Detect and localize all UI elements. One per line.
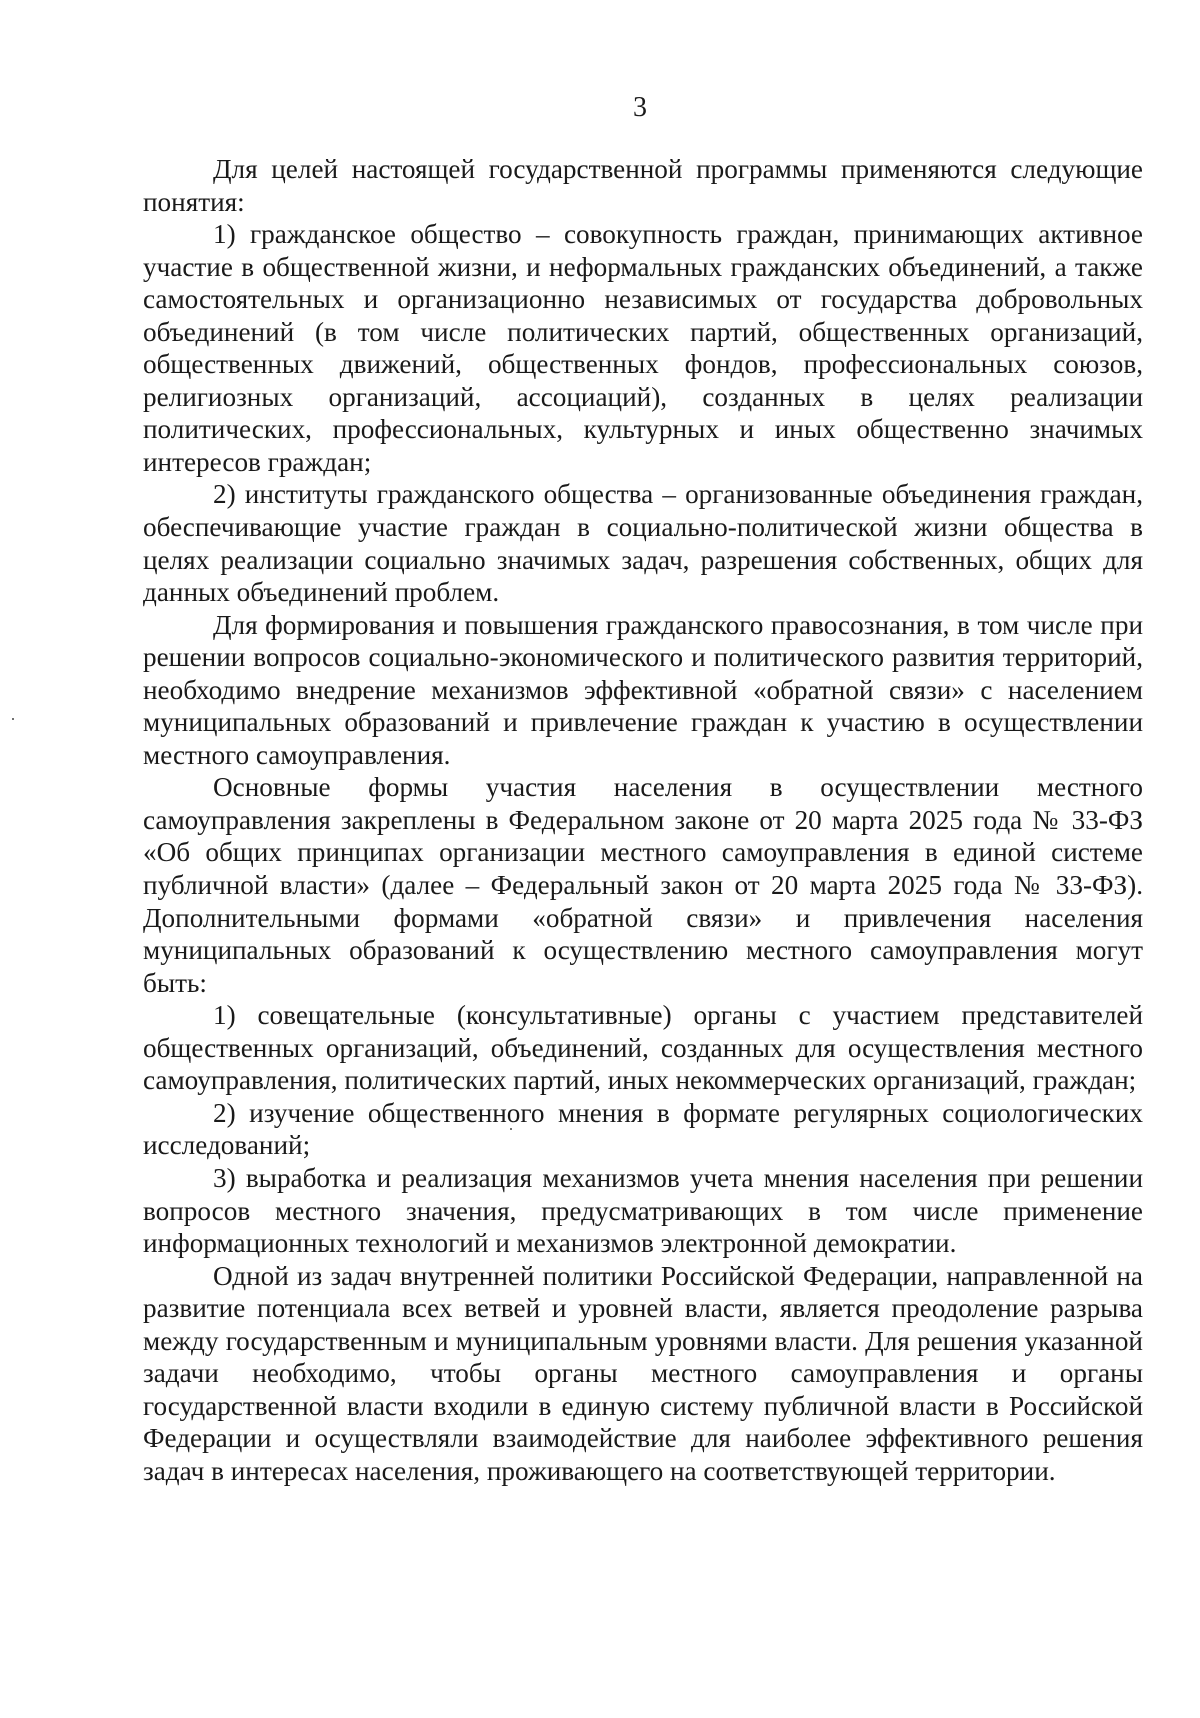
paragraph-e-democracy: 3) выработка и реализация механизмов учета мнения населения при решении вопросов местного значения, предусматривающих в том числе применение информационных технологий и механизмов электронной демократии. [143,1162,1143,1259]
paragraph-intro: Для целей настоящей государственной программы применяются следующие понятия: [143,154,1143,217]
paragraph-participation-forms: Основные формы участия населения в осуществлении местного самоуправления закреплены в Федеральном законе от 20 марта 2025 года № 33-ФЗ «Об общих принципах организации местного самоуправления в единой системе публичной власти» (далее – Федеральный закон от 20 марта 2025 года № 33-ФЗ). Дополнительными формами «обратной связи» и привлечения населения муниципальных образований к осуществлению местного самоуправления могут быть: [143,772,1143,998]
scan-speck [510,1128,512,1130]
paragraph-feedback-mechanisms: Для формирования и повышения гражданского правосознания, в том числе при решении вопросов социально-экономического и политического развития территорий, необходимо внедрение механизмов эффективной «обратной связи» с населением муниципальных образований и привлечение граждан к участию в осуществлении местного самоуправления. [143,609,1143,770]
document-body [143,153,1143,1487]
scan-speck [12,718,14,720]
paragraph-civil-society: 1) гражданское общество – совокупность граждан, принимающих активное участие в общественной жизни, и неформальных гражданских объединений, а также самостоятельных и организационно независимых от государства добровольных объединений (в том числе политических партий, общественных организаций, общественных движений, общественных фондов, профессиональных союзов, религиозных организаций, ассоциаций), созданных в целях реализации политических, профессиональных, культурных и иных общественно значимых интересов граждан; [143,219,1143,477]
page-number: 3 [633,92,647,123]
paragraph-public-authority: Одной из задач внутренней политики Российской Федерации, направленной на развитие потенциала всех ветвей и уровней власти, является преодоление разрыва между государственным и муниципальным уровнями власти. Для решения указанной задачи необходимо, чтобы органы местного самоуправления и органы государственной власти входили в единую систему публичной власти в Российской Федерации и осуществляли взаимодействие для наиболее эффективного решения задач в интересах населения, проживающего на соответствующей территории. [143,1260,1143,1486]
paragraph-advisory-bodies: 1) совещательные (консультативные) органы с участием представителей общественных организаций, объединений, созданных для осуществления местного самоуправления, политических партий, иных некоммерческих организаций, граждан; [143,1000,1143,1096]
paragraph-civil-institutions: 2) институты гражданского общества – организованные объединения граждан, обеспечивающие участие граждан в социально-политической жизни общества в целях реализации социально значимых задач, разрешения собственных, общих для данных объединений проблем. [143,479,1143,608]
paragraph-public-opinion: 2) изучение общественного мнения в формате регулярных социологических исследований; [143,1097,1143,1161]
